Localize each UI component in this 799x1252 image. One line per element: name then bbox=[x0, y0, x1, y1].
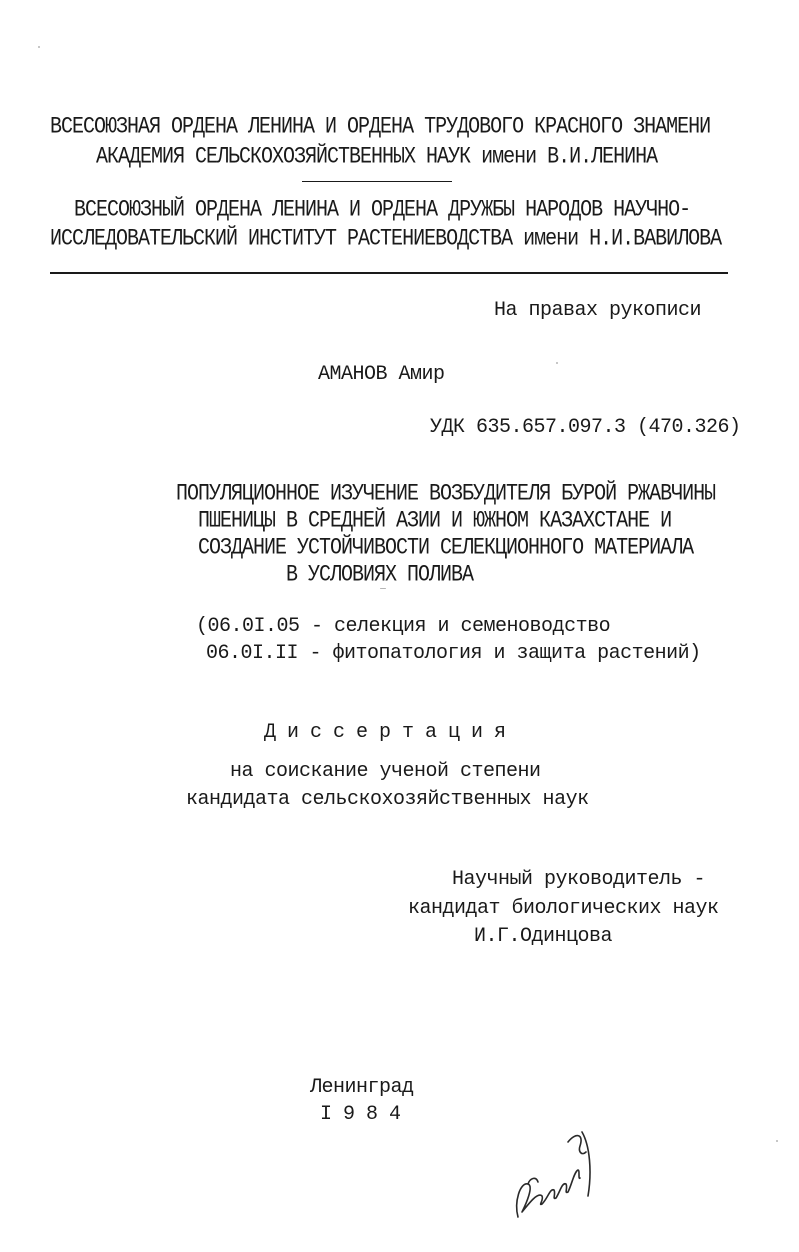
dissertation-label: Д и с с е р т а ц и я bbox=[264, 721, 506, 744]
thesis-title-line-1: ПОПУЛЯЦИОННОЕ ИЗУЧЕНИЕ ВОЗБУДИТЕЛЯ БУРОЙ РЖАВЧИНЫ bbox=[176, 481, 716, 508]
author-name: АМАНОВ Амир bbox=[318, 363, 445, 386]
supervisor-degree: кандидат биологических наук bbox=[408, 897, 719, 920]
manuscript-rights-note: На правах рукописи bbox=[494, 299, 702, 322]
city: Ленинград bbox=[310, 1076, 414, 1099]
handwritten-signature bbox=[508, 1112, 598, 1232]
year: I 9 8 4 bbox=[320, 1103, 401, 1126]
scan-speck bbox=[556, 362, 558, 364]
specialty-code-line-1: (06.0I.05 - селекция и семеноводство bbox=[196, 615, 611, 638]
supervisor-name: И.Г.Одинцова bbox=[474, 925, 613, 948]
supervisor-title: Научный руководитель - bbox=[452, 868, 706, 891]
thesis-title-line-4: В УСЛОВИЯХ ПОЛИВА bbox=[286, 562, 474, 589]
academy-name-line-2: АКАДЕМИЯ СЕЛЬСКОХОЗЯЙСТВЕННЫХ НАУК имени В.И.ЛЕНИНА bbox=[96, 144, 658, 171]
scan-speck bbox=[776, 1140, 778, 1142]
specialty-code-line-2: 06.0I.II - фитопатология и защита растений) bbox=[206, 642, 701, 665]
thesis-title-line-2: ПШЕНИЦЫ В СРЕДНЕЙ АЗИИ И ЮЖНОМ КАЗАХСТАНЕ И bbox=[198, 508, 672, 535]
udc-code: УДК 635.657.097.3 (470.326) bbox=[430, 416, 741, 439]
header-separator-short bbox=[302, 181, 452, 182]
institute-name-line-2: ИССЛЕДОВАТЕЛЬСКИЙ ИНСТИТУТ РАСТЕНИЕВОДСТВА имени Н.И.ВАВИЛОВА bbox=[50, 226, 722, 253]
degree-line-1: на соискание ученой степени bbox=[230, 760, 541, 783]
institute-name-line-1: ВСЕСОЮЗНЫЙ ОРДЕНА ЛЕНИНА И ОРДЕНА ДРУЖБЫ НАРОДОВ НАУЧНО- bbox=[74, 197, 691, 224]
degree-line-2: кандидата сельскохозяйственных наук bbox=[186, 788, 589, 811]
thesis-title-line-3: СОЗДАНИЕ УСТОЙЧИВОСТИ СЕЛЕКЦИОННОГО МАТЕРИАЛА bbox=[198, 535, 694, 562]
header-separator-long bbox=[50, 272, 728, 274]
scan-speck bbox=[380, 588, 386, 589]
scan-speck bbox=[38, 46, 40, 48]
academy-name-line-1: ВСЕСОЮЗНАЯ ОРДЕНА ЛЕНИНА И ОРДЕНА ТРУДОВОГО КРАСНОГО ЗНАМЕНИ bbox=[50, 114, 711, 141]
